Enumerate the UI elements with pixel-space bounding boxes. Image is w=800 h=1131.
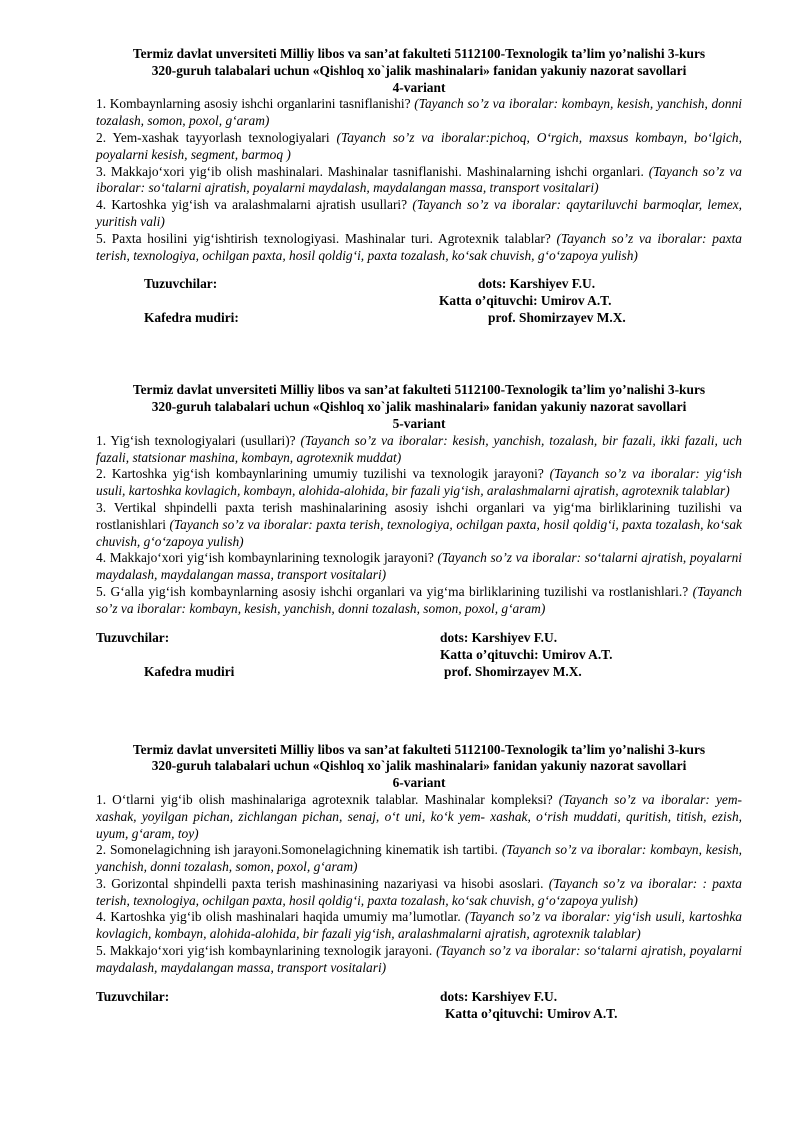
exam-variant-5: [96, 382, 742, 681]
compiler-name-2: Katta o’qituvchi: Umirov A.T.: [445, 1005, 618, 1021]
question-item: 5. Paxta hosilini yig‘ishtirish texnologiyasi. Mashinalar turi. Agrotexnik talablar? (Tayanch so’z va iboralar: paxta terish, texnologiya, ochilgan paxta, hosil qoldig‘i, paxta tozalash, ko‘sak chuvish, g‘o‘zapoya yulish): [96, 230, 742, 263]
keywords: (Tayanch so’z va iboralar:pichoq, O‘rgich, maxsus kombayn, bo‘lgich, poyalarni kesish, segment, barmoq ): [96, 129, 742, 162]
exam-header: [96, 382, 742, 432]
signature-block: [96, 630, 742, 682]
header-line-1: Termiz davlat unversiteti Milliy libos va san’at fakulteti 5112100-Texnologik ta’lim yo’nalishi 3-kurs: [132, 46, 706, 61]
question-item: 2. Somonelagichning ish jarayoni.Somonelagichning kinematik ish tartibi. (Tayanch so’z va iboralar: kombayn, kesish, yanchish, donni tozalash, somon, poxol, g‘aram): [96, 842, 742, 875]
compiler-name-2: Katta o’qituvchi: Umirov A.T.: [439, 293, 612, 309]
document-page: [96, 46, 742, 1025]
exam-header: [96, 742, 742, 792]
keywords: (Tayanch so’z va iboralar: qaytariluvchi barmoqlar, lemex, yuritish vali): [96, 197, 742, 229]
compilers-label: Tuzuvchilar:: [144, 276, 218, 292]
keywords: (Tayanch so’z va iboralar: paxta terish, texnologiya, ochilgan paxta, hosil qoldig‘i, paxta tozalash, ko‘sak chuvish, g‘o‘zapoya yulish): [96, 516, 743, 549]
keywords: (Tayanch so’z va iboralar: kombayn, kesish, yanchish, donni tozalash, somon, poxol, g‘aram): [96, 583, 742, 616]
exam-header: [96, 46, 742, 96]
header-line-2: 320-guruh talabalari uchun «Qishloq xo`jalik mashinalari» fanidan yakuniy nazorat savollari: [151, 399, 687, 415]
question-item: 4. Kartoshka yig‘ish va aralashmalarni ajratish usullari? (Tayanch so’z va iboralar: qaytariluvchi barmoqlar, lemex, yuritish vali): [96, 197, 742, 229]
compiler-name-1: dots: Karshiyev F.U.: [478, 276, 596, 292]
keywords: (Tayanch so’z va iboralar: kombayn, kesish, yanchish, donni tozalash, somon, poxol, g‘aram): [96, 842, 742, 875]
department-head-label: Kafedra mudiri: [144, 663, 235, 679]
question-item: 3. Vertikal shpindelli paxta terish mashinalarining asosiy ishchi organlari va yig‘ma birliklarining tuzilishi va rostlanishlari (Tayanch so’z va iboralar: paxta terish, texnologiya, ochilgan paxta, hosil qoldig‘i, paxta tozalash, ko‘sak chuvish, g‘o‘zapoya yulish): [96, 499, 743, 549]
department-head-name: prof. Shomirzayev M.X.: [488, 310, 626, 326]
question-item: 1. Kombaynlarning asosiy ishchi organlarini tasniflanishi? (Tayanch so’z va iboralar: kombayn, kesish, yanchish, donni tozalash, somon, poxol, g‘aram): [96, 96, 742, 129]
department-head-label: Kafedra mudiri:: [144, 310, 239, 326]
department-head-name: prof. Shomirzayev M.X.: [444, 663, 582, 679]
question-item: 3. Gorizontal shpindelli paxta terish mashinasining nazariyasi va hisobi asoslari. (Tayanch so’z va iboralar: : paxta terish, texnologiya, ochilgan paxta, hosil qoldig‘i, paxta tozalash, ko‘sak chuvish, g‘o‘zapoya yulish): [96, 875, 742, 908]
question-item: 2. Kartoshka yig‘ish kombaynlarining umumiy tuzilishi va texnologik jarayoni? (Tayanch so’z va iboralar: yig‘ish usuli, kartoshka kovlagich, kombayn, alohida-alohida, bir fazali yig‘ish, aralashmalarni ajratish, agrotexnik talablar): [96, 466, 742, 499]
signature-block: [96, 276, 742, 328]
question-item: 2. Yem-xashak tayyorlash texnologiyalari (Tayanch so’z va iboralar:pichoq, O‘rgich, maxsus kombayn, bo‘lgich, poyalarni kesish, segment, barmoq ): [96, 129, 742, 162]
keywords: (Tayanch so’z va iboralar: kombayn, kesish, yanchish, donni tozalash, somon, poxol, g‘aram): [96, 96, 742, 129]
keywords: (Tayanch so’z va iboralar: yem-xashak, yoyilgan pichan, zichlangan pichan, senaj, o‘t uni, ko‘k yem- xashak, o‘rish muddati, quritish, titish, ezish, uyum, g‘aram, toy): [96, 791, 743, 841]
variant-title: 4-variant: [392, 79, 446, 95]
keywords: (Tayanch so’z va iboralar: : paxta terish, texnologiya, ochilgan paxta, hosil qoldig‘i, paxta tozalash, ko‘sak chuvish, g‘o‘zapoya yulish): [96, 875, 742, 908]
compilers-label: Tuzuvchilar:: [96, 988, 170, 1004]
variant-title: 5-variant: [392, 415, 446, 431]
keywords: (Tayanch so’z va iboralar: yig‘ish usuli, kartoshka kovlagich, kombayn, alohida-alohida, bir fazali yig‘ish, aralashmalarni ajratish, agrotexnik talablar): [96, 909, 742, 942]
keywords: (Tayanch so’z va iboralar: so‘talarni ajratish, poyalarni maydalash, maydalangan massa, transport vositalari): [96, 943, 742, 975]
keywords: (Tayanch so’z va iboralar: paxta terish, texnologiya, ochilgan paxta, hosil qoldig‘i, paxta tozalash, ko‘sak chuvish, g‘o‘zapoya yulish): [96, 230, 742, 263]
compiler-name-2: Katta o’qituvchi: Umirov A.T.: [440, 646, 613, 662]
keywords: (Tayanch so’z va iboralar: kesish, yanchish, tozalash, bir fazali, ikki fazali, uch fazali, statsionar mashina, kombayn, agrotexnik muddat): [96, 432, 742, 465]
compiler-name-1: dots: Karshiyev F.U.: [440, 988, 558, 1004]
keywords: (Tayanch so’z va iboralar: yig‘ish usuli, kartoshka kovlagich, kombayn, alohida-alohida, bir fazali yig‘ish, aralashmalarni ajratish, agrotexnik talablar): [96, 466, 742, 499]
variant-title: 6-variant: [392, 775, 446, 791]
question-item: 1. Yig‘ish texnologiyalari (usullari)? (Tayanch so’z va iboralar: kesish, yanchish, tozalash, bir fazali, ikki fazali, uch fazali, statsionar mashina, kombayn, agrotexnik muddat): [96, 432, 742, 465]
exam-variant-4: [96, 46, 742, 328]
exam-variant-6: [96, 742, 742, 1025]
signature-block: [96, 989, 742, 1025]
question-item: 5. G‘alla yig‘ish kombaynlarning asosiy ishchi organlari va yig‘ma birliklarining tuzilishi va rostlanishlari.? (Tayanch so’z va iboralar: kombayn, kesish, yanchish, donni tozalash, somon, poxol, g‘aram): [96, 583, 742, 616]
question-item: 4. Makkajo‘xori yig‘ish kombaynlarining texnologik jarayoni? (Tayanch so’z va iboralar: so‘talarni ajratish, poyalarni maydalash, maydalangan massa, transport vositalari): [96, 550, 742, 583]
header-line-1: Termiz davlat unversiteti Milliy libos va san’at fakulteti 5112100-Texnologik ta’lim yo’nalishi 3-kurs: [132, 741, 706, 757]
compilers-label: Tuzuvchilar:: [96, 629, 170, 645]
header-line-2: 320-guruh talabalari uchun «Qishloq xo`jalik mashinalari» fanidan yakuniy nazorat savollari: [151, 758, 687, 774]
question-item: 1. O‘tlarni yig‘ib olish mashinalariga agrotexnik talablar. Mashinalar kompleksi? (Tayanch so’z va iboralar: yem-xashak, yoyilgan pichan, zichlangan pichan, senaj, o‘t uni, ko‘k yem- xashak, o‘rish muddati, quritish, titish, ezish, uyum, g‘aram, toy): [96, 791, 743, 841]
compiler-name-1: dots: Karshiyev F.U.: [440, 629, 558, 645]
header-line-1: Termiz davlat unversiteti Milliy libos va san’at fakulteti 5112100-Texnologik ta’lim yo’nalishi 3-kurs: [132, 382, 706, 398]
question-item: 5. Makkajo‘xori yig‘ish kombaynlarining texnologik jarayoni. (Tayanch so’z va iboralar: so‘talarni ajratish, poyalarni maydalash, maydalangan massa, transport vositalari): [96, 943, 742, 975]
header-line-2: 320-guruh talabalari uchun «Qishloq xo`jalik mashinalari» fanidan yakuniy nazorat savollari: [151, 62, 687, 78]
keywords: (Tayanch so’z va iboralar: so‘talarni ajratish, poyalarni maydalash, maydalangan massa, transport vositalari): [96, 550, 742, 583]
keywords: (Tayanch so’z va iboralar: so‘talarni ajratish, poyalarni maydalash, maydalangan massa, transport vositalari): [96, 163, 742, 196]
question-item: 4. Kartoshka yig‘ib olish mashinalari haqida umumiy ma’lumotlar. (Tayanch so’z va iboralar: yig‘ish usuli, kartoshka kovlagich, kombayn, alohida-alohida, bir fazali yig‘ish, aralashmalarni ajratish, agrotexnik talablar): [96, 909, 742, 942]
question-item: 3. Makkajo‘xori yig‘ib olish mashinalari. Mashinalar tasniflanishi. Mashinalarning ishchi organlari. (Tayanch so’z va iboralar: so‘talarni ajratish, poyalarni maydalash, maydalangan massa, transport vositalari): [96, 163, 742, 196]
